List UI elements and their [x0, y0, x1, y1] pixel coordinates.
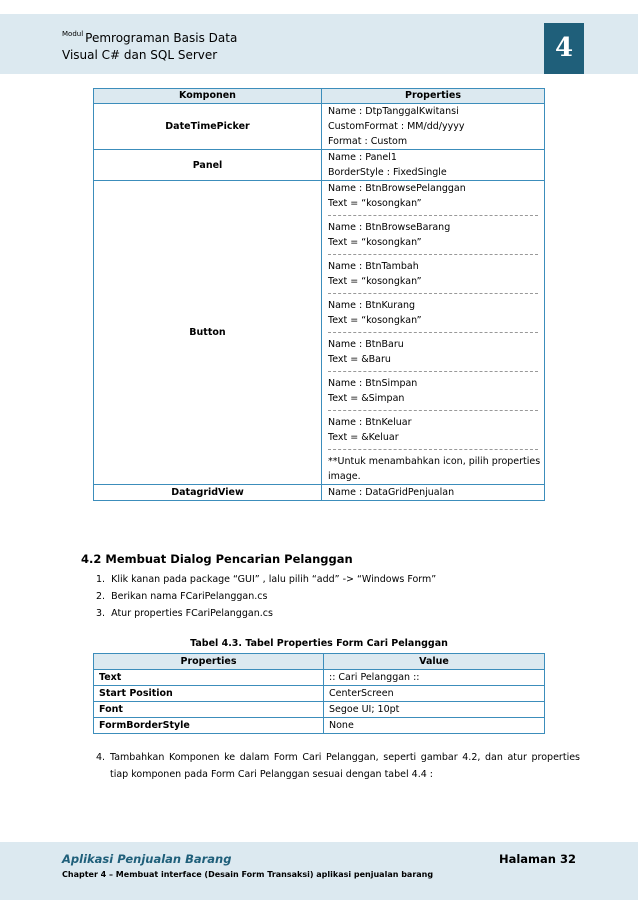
entry-divider — [328, 332, 538, 333]
property-line: Name : BtnBaru — [328, 339, 404, 350]
step-number: 1. — [96, 574, 106, 585]
property-value: CenterScreen — [324, 686, 545, 702]
step-number: 2. — [96, 591, 106, 602]
property-line: Text = “kosongkan” — [328, 315, 422, 326]
component-properties — [322, 150, 545, 181]
header-modul-label: Modul — [62, 30, 84, 38]
section-title: Membuat Dialog Pencarian Pelanggan — [105, 552, 353, 566]
step-text: Tambahkan Komponen ke dalam Form Cari Pelanggan, seperti gambar 4.2, dan atur properties tiap komponen pada Form Cari Pelanggan sesuai dengan tabel 4.4 : — [110, 752, 580, 780]
property-entry — [328, 454, 544, 484]
component-properties — [322, 181, 545, 485]
property-name: Start Position — [94, 686, 324, 702]
components-table-header — [94, 89, 545, 104]
step-four-paragraph — [96, 749, 580, 783]
entry-divider — [328, 371, 538, 372]
property-entry — [328, 150, 544, 180]
entry-divider — [328, 449, 538, 450]
section-heading — [81, 552, 353, 566]
property-entry — [328, 220, 544, 250]
property-value: None — [324, 718, 545, 734]
property-entry — [328, 104, 544, 149]
property-line: Name : BtnKurang — [328, 300, 416, 311]
header-komponen: Komponen — [94, 89, 322, 104]
table-row — [94, 718, 545, 734]
list-item — [96, 571, 436, 588]
steps-list — [96, 571, 436, 622]
property-line: Name : BtnSimpan — [328, 378, 418, 389]
table-row — [94, 485, 545, 501]
entry-divider — [328, 215, 538, 216]
list-item — [96, 605, 436, 622]
property-line: Name : BtnKeluar — [328, 417, 412, 428]
entry-divider — [328, 410, 538, 411]
table-row — [94, 104, 545, 150]
footer-book-title: Aplikasi Penjualan Barang — [62, 852, 232, 866]
entry-divider — [328, 254, 538, 255]
property-entry — [328, 376, 544, 406]
property-line: Text = “kosongkan” — [328, 237, 422, 248]
property-line: Format : Custom — [328, 136, 408, 147]
footer-chapter-title: Chapter 4 – Membuat interface (Desain Form Transaksi) aplikasi penjualan barang — [62, 870, 434, 879]
entry-divider — [328, 293, 538, 294]
property-entry — [328, 415, 544, 445]
component-name: DatagridView — [94, 485, 322, 501]
property-line: BorderStyle : FixedSingle — [328, 167, 447, 178]
component-name: DateTimePicker — [94, 104, 322, 150]
component-name: Panel — [94, 150, 322, 181]
property-line: Name : Panel1 — [328, 152, 397, 163]
property-line: Text = “kosongkan” — [328, 198, 422, 209]
form-properties-table — [93, 653, 545, 734]
property-name: Text — [94, 670, 324, 686]
property-line: Text = &Baru — [328, 354, 391, 365]
step-text: Atur properties FCariPelanggan.cs — [111, 608, 273, 619]
header-properties: Properties — [94, 654, 324, 670]
property-line: **Untuk menambahkan icon, pilih properties — [328, 456, 541, 467]
property-line: Name : BtnBrowseBarang — [328, 222, 451, 233]
property-line: image. — [328, 471, 361, 482]
property-entry — [328, 485, 544, 500]
table-row — [94, 702, 545, 718]
step-number: 4. — [96, 752, 106, 763]
property-entry — [328, 337, 544, 367]
property-line: Name : BtnTambah — [328, 261, 419, 272]
header-value: Value — [324, 654, 545, 670]
footer-page-number: Halaman 32 — [498, 852, 576, 866]
table-caption: Tabel 4.3. Tabel Properties Form Cari Pelanggan — [190, 638, 448, 649]
property-name: Font — [94, 702, 324, 718]
table-row — [94, 181, 545, 485]
header-properties: Properties — [322, 89, 545, 104]
property-line: Text = &Keluar — [328, 432, 399, 443]
property-entry — [328, 181, 544, 211]
property-line: Text = “kosongkan” — [328, 276, 422, 287]
property-line: Name : DataGridPenjualan — [328, 487, 455, 498]
step-number: 3. — [96, 608, 106, 619]
step-text: Berikan nama FCariPelanggan.cs — [111, 591, 268, 602]
section-number: 4.2 — [81, 552, 102, 566]
component-name: Button — [94, 181, 322, 485]
table-row — [94, 670, 545, 686]
property-name: FormBorderStyle — [94, 718, 324, 734]
step-text: Klik kanan pada package “GUI” , lalu pilih “add” -> “Windows Form” — [111, 574, 437, 585]
property-line: Text = &Simpan — [328, 393, 405, 404]
property-value: :: Cari Pelanggan :: — [324, 670, 545, 686]
header-subtitle: Visual C# dan SQL Server — [62, 48, 218, 62]
property-line: Name : BtnBrowsePelanggan — [328, 183, 466, 194]
components-table — [93, 88, 545, 501]
header-title-line — [62, 31, 237, 45]
chapter-number-badge: 4 — [544, 23, 584, 74]
components-table-body — [94, 104, 545, 501]
list-item — [96, 588, 436, 605]
property-line: Name : DtpTanggalKwitansi — [328, 106, 459, 117]
page-header — [0, 14, 638, 74]
table-row — [94, 686, 545, 702]
component-properties — [322, 485, 545, 501]
property-entry — [328, 298, 544, 328]
property-entry — [328, 259, 544, 289]
property-value: Segoe UI; 10pt — [324, 702, 545, 718]
component-properties — [322, 104, 545, 150]
property-line: CustomFormat : MM/dd/yyyy — [328, 121, 465, 132]
form-properties-header — [94, 654, 545, 670]
page-footer — [0, 842, 638, 900]
table-row — [94, 150, 545, 181]
header-title: Pemrograman Basis Data — [85, 31, 238, 45]
